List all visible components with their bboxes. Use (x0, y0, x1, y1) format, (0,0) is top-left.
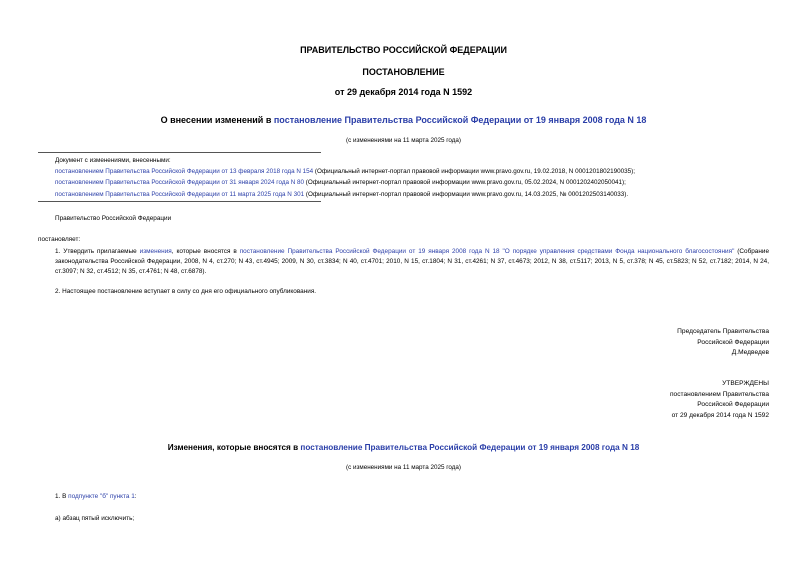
amendment-item (55, 177, 635, 188)
amendments-block (55, 155, 635, 200)
approval-block (560, 379, 769, 422)
changes-item-a: а) абзац пятый исключить; (55, 515, 135, 522)
approval-line: от 29 декабря 2014 года N 1592 (671, 412, 769, 420)
paragraph-2: 2. Настоящее постановление вступает в силу со дня его официального опубликования. (55, 288, 317, 295)
resolves: постановляет: (38, 236, 81, 243)
amendment-link[interactable]: постановлением Правительства Российской Федерации от 31 января 2024 года N 80 (55, 179, 305, 187)
amendments-intro: Документ с изменениями, внесенными: (55, 157, 171, 164)
paragraph-1 (55, 247, 769, 278)
document-date-number: от 29 декабря 2014 года N 1592 (334, 87, 473, 97)
changes-item-1-suffix: : (134, 493, 137, 500)
document-title-prefix: О внесении изменений в (160, 115, 274, 125)
changes-title-prefix: Изменения, которые вносятся в (167, 443, 301, 452)
signature-position: Председатель Правительства (677, 328, 769, 335)
paragraph-1-citations: (Собрание законодательства Российской Федерации, 2008, N 4, ст.270; N 43, ст.4945; 2009, N 30, ст.3834; N 40, ст.4701; 2010, N 15, ст.1804; N 31, ст.4261; N 37, ст.4673; 2012, N 38, ст.5117; 2013, N 5, ст.378; N 45, ст.5823; N 52, ст.7182; 2014, N 24, ст.3097; N 32, ст.4512; N 35, ст.4761; N 48, ст.6878). (55, 248, 769, 276)
link-resolution-18-full[interactable]: постановление Правительства Российской Федерации от 19 января 2008 года N 18 "О порядке управления средствами Фонда национального благосостояния" (239, 248, 735, 255)
signature-org: Российской Федерации (697, 338, 769, 346)
changes-title (0, 443, 807, 452)
changes-revision-note: (с изменениями на 11 марта 2025 года) (345, 464, 462, 471)
link-changes[interactable]: изменения (139, 248, 172, 255)
amendment-details: (Официальный интернет-портал правовой информации www.pravo.gov.ru, 14.03.2025, № 0001202503140033). (304, 190, 629, 198)
divider-top (38, 152, 321, 153)
government-name: ПРАВИТЕЛЬСТВО РОССИЙСКОЙ ФЕДЕРАЦИИ (300, 45, 507, 55)
signature-block (560, 327, 769, 359)
amendment-link[interactable]: постановлением Правительства Российской Федерации от 13 февраля 2018 года N 154 (55, 168, 314, 176)
amendment-link[interactable]: постановлением Правительства Российской Федерации от 11 марта 2025 года N 301 (55, 190, 305, 198)
approval-heading: УТВЕРЖДЕНЫ (722, 380, 769, 387)
amendment-details: (Официальный интернет-портал правовой информации www.pravo.gov.ru, 05.02.2024, N 0001202402050041); (304, 179, 626, 187)
document-title (0, 115, 807, 125)
changes-item-1-prefix: 1. В (55, 493, 69, 500)
changes-title-link[interactable]: постановление Правительства Российской Федерации от 19 января 2008 года N 18 (300, 443, 640, 452)
issuer: Правительство Российской Федерации (55, 215, 172, 222)
paragraph-1-mid: , которые вносятся в (171, 248, 240, 255)
changes-item-1 (55, 493, 137, 500)
document-type: ПОСТАНОВЛЕНИЕ (362, 67, 445, 77)
amendment-item (55, 189, 635, 200)
divider-bottom (38, 201, 321, 202)
title-link-resolution-18[interactable]: постановление Правительства Российской Федерации от 19 января 2008 года N 18 (273, 115, 647, 125)
signature-name: Д.Медведев (731, 349, 769, 357)
approval-line: Российской Федерации (697, 401, 769, 409)
revision-note: (с изменениями на 11 марта 2025 года) (345, 137, 462, 144)
paragraph-1-lead: 1. Утвердить прилагаемые (55, 248, 140, 255)
link-subparagraph-b-point-1[interactable]: подпункте "б" пункта 1 (68, 493, 135, 500)
amendment-details: (Официальный интернет-портал правовой информации www.pravo.gov.ru, 19.02.2018, N 0001201802190035); (313, 168, 635, 176)
amendment-item (55, 166, 635, 177)
approval-line: постановлением Правительства (669, 390, 769, 398)
